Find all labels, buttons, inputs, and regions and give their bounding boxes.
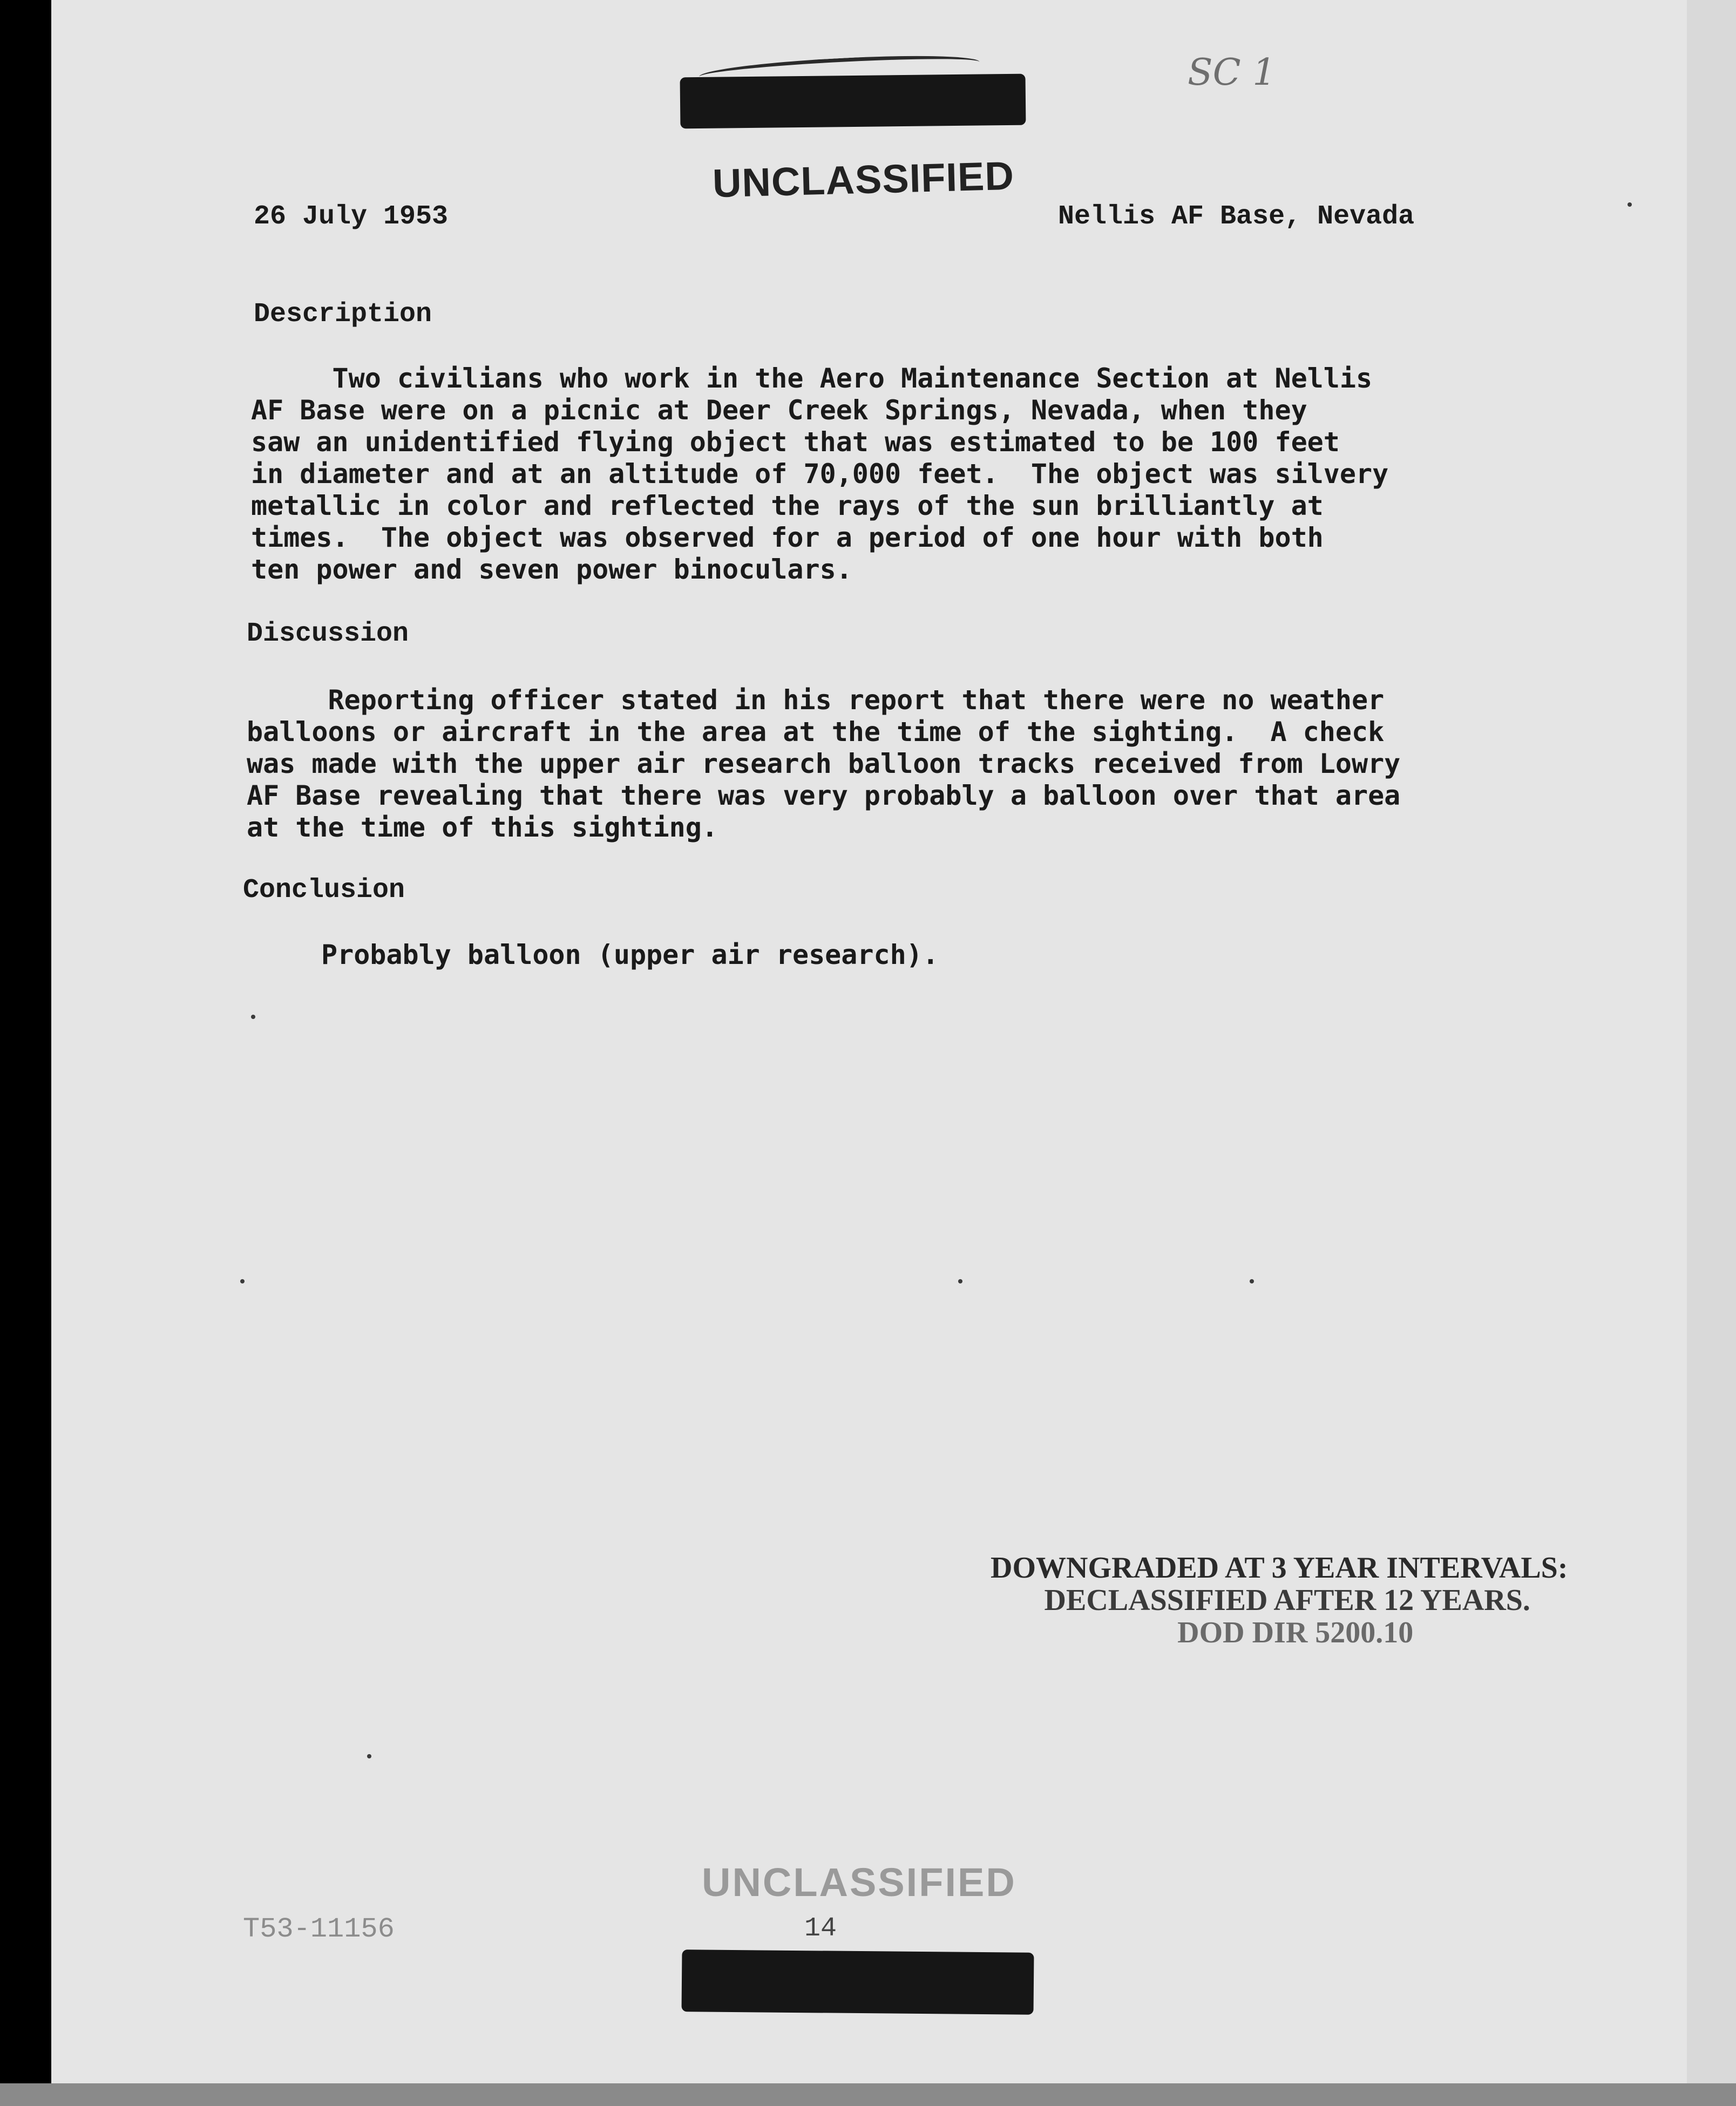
downgrade-line-3: DOD DIR 5200.10 bbox=[1177, 1616, 1414, 1649]
redaction-bar-bottom bbox=[682, 1949, 1034, 2015]
downgrade-line-1: DOWNGRADED AT 3 YEAR INTERVALS: bbox=[991, 1551, 1568, 1585]
scan-speck bbox=[240, 1279, 245, 1283]
scan-speck bbox=[1250, 1279, 1254, 1283]
scan-speck bbox=[1628, 202, 1632, 207]
document-page bbox=[51, 0, 1687, 2083]
description-line: in diameter and at an altitude of 70,000 feet. The object was silvery bbox=[251, 458, 1389, 490]
downgrade-line-2: DECLASSIFIED AFTER 12 YEARS. bbox=[1044, 1584, 1530, 1617]
page-number: 14 bbox=[804, 1913, 837, 1944]
scan-speck bbox=[251, 1015, 255, 1019]
description-line: Two civilians who work in the Aero Maintenance Section at Nellis bbox=[251, 363, 1373, 394]
classification-stamp-bottom: UNCLASSIFIED bbox=[702, 1860, 1016, 1905]
conclusion-line: Probably balloon (upper air research). bbox=[321, 939, 939, 970]
scan-speck bbox=[958, 1279, 962, 1283]
scan-speck bbox=[367, 1754, 371, 1758]
description-line: times. The object was observed for a period of one hour with both bbox=[251, 522, 1324, 553]
scan-bottom-strip bbox=[0, 2083, 1736, 2106]
redaction-bar-top bbox=[680, 74, 1026, 129]
discussion-line: balloons or aircraft in the area at the time of the sighting. A check bbox=[247, 716, 1385, 748]
discussion-line: Reporting officer stated in his report that there were no weather bbox=[247, 684, 1385, 716]
handwritten-note: SC 1 bbox=[1188, 51, 1276, 94]
description-heading: Description bbox=[254, 299, 432, 330]
discussion-line: was made with the upper air research balloon tracks received from Lowry bbox=[247, 748, 1401, 779]
discussion-heading: Discussion bbox=[247, 619, 409, 649]
discussion-paragraph bbox=[247, 684, 1400, 844]
discussion-line: at the time of this sighting. bbox=[247, 812, 718, 843]
report-date: 26 July 1953 bbox=[254, 201, 449, 232]
conclusion-paragraph bbox=[321, 939, 939, 971]
description-line: ten power and seven power binoculars. bbox=[251, 554, 852, 585]
scan-right-margin bbox=[1687, 0, 1736, 2106]
downgrade-stamp bbox=[991, 1552, 1568, 1649]
description-line: metallic in color and reflected the rays of the sun brilliantly at bbox=[251, 490, 1324, 521]
discussion-line: AF Base revealing that there was very probably a balloon over that area bbox=[247, 780, 1401, 811]
description-paragraph bbox=[251, 363, 1388, 586]
classification-stamp-top: UNCLASSIFIED bbox=[712, 153, 1015, 206]
description-line: AF Base were on a picnic at Deer Creek Springs, Nevada, when they bbox=[251, 395, 1307, 426]
file-number: T53-11156 bbox=[243, 1913, 395, 1945]
report-location: Nellis AF Base, Nevada bbox=[1058, 201, 1415, 232]
conclusion-heading: Conclusion bbox=[243, 875, 405, 906]
description-line: saw an unidentified flying object that was estimated to be 100 feet bbox=[251, 426, 1340, 458]
